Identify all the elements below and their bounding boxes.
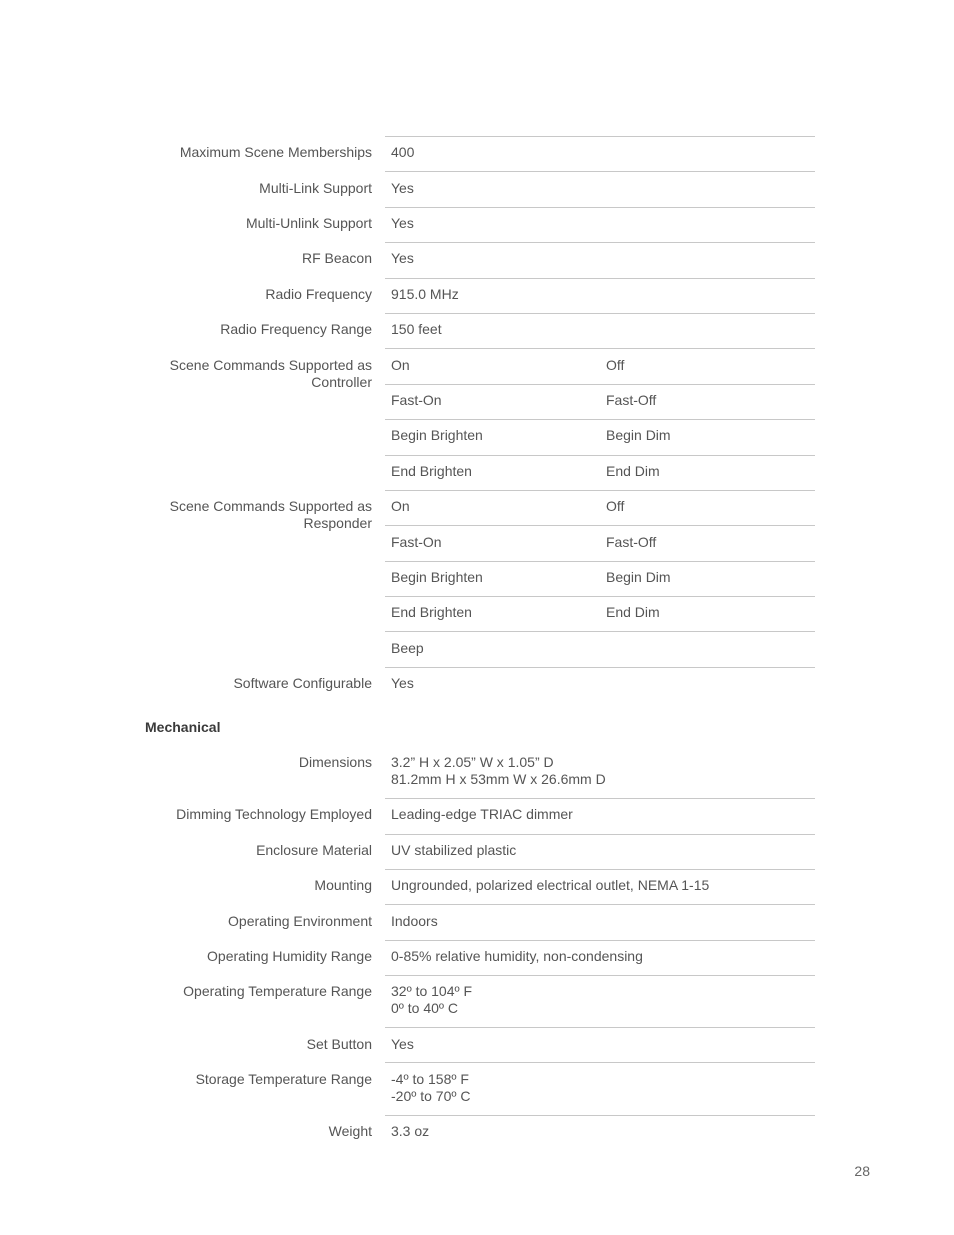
spec-value: 150 feet <box>391 321 442 337</box>
row-divider <box>385 490 815 491</box>
spec-value: 3.2” H x 2.05” W x 1.05” D 81.2mm H x 53mm W x 26.6mm D <box>391 754 606 787</box>
spec-label: Operating Temperature Range <box>183 983 372 999</box>
spec-value-secondary: Begin Dim <box>606 569 671 585</box>
spec-label: Enclosure Material <box>256 842 372 858</box>
spec-value-secondary: End Dim <box>606 604 660 620</box>
row-divider <box>385 525 815 526</box>
spec-value: End Brighten <box>391 604 472 620</box>
spec-label: Dimensions <box>298 754 372 770</box>
spec-value: End Brighten <box>391 463 472 479</box>
spec-value: 32º to 104º F 0º to 40º C <box>391 983 473 1016</box>
page-number: 28 <box>854 1163 870 1179</box>
spec-value: Begin Brighten <box>391 427 483 443</box>
spec-value-secondary: Off <box>606 498 625 514</box>
row-divider <box>385 455 815 456</box>
spec-value: Yes <box>391 180 414 196</box>
row-divider <box>385 667 815 668</box>
spec-value: Begin Brighten <box>391 569 483 585</box>
spec-value: 0-85% relative humidity, non-condensing <box>391 948 643 964</box>
spec-label: Radio Frequency Range <box>220 321 372 337</box>
spec-value-secondary: End Dim <box>606 463 660 479</box>
row-divider <box>385 384 815 385</box>
row-divider <box>385 596 815 597</box>
row-divider <box>385 136 815 137</box>
row-divider <box>385 1115 815 1116</box>
row-divider <box>385 975 815 976</box>
row-divider <box>385 631 815 632</box>
spec-label: Multi-Link Support <box>259 180 372 196</box>
spec-label: RF Beacon <box>301 250 372 266</box>
spec-label: Mounting <box>314 877 372 893</box>
spec-value: Yes <box>391 215 414 231</box>
spec-value: Yes <box>391 675 414 691</box>
row-divider <box>385 278 815 279</box>
spec-label: Scene Commands Supported as Responder <box>169 498 372 531</box>
spec-label: Maximum Scene Memberships <box>179 144 372 160</box>
spec-value: Indoors <box>391 913 438 929</box>
spec-label: Multi-Unlink Support <box>245 215 372 231</box>
row-divider <box>385 834 815 835</box>
spec-label: Set Button <box>306 1036 372 1052</box>
spec-label: Storage Temperature Range <box>195 1071 372 1087</box>
spec-label: Dimming Technology Employed <box>176 806 372 822</box>
spec-value: UV stabilized plastic <box>391 842 517 858</box>
row-divider <box>385 348 815 349</box>
spec-value: 915.0 MHz <box>391 286 459 302</box>
row-divider <box>385 904 815 905</box>
spec-value: Fast-On <box>391 392 442 408</box>
row-divider <box>385 1027 815 1028</box>
spec-value: Beep <box>391 640 424 656</box>
spec-value: -4º to 158º F -20º to 70º C <box>391 1071 471 1104</box>
spec-value: Ungrounded, polarized electrical outlet, NEMA 1-15 <box>391 877 710 893</box>
spec-value: Yes <box>391 250 414 266</box>
row-divider <box>385 561 815 562</box>
spec-value-secondary: Fast-Off <box>606 534 657 550</box>
row-divider <box>385 798 815 799</box>
spec-value-secondary: Fast-Off <box>606 392 657 408</box>
spec-value: Yes <box>391 1036 414 1052</box>
spec-value: Fast-On <box>391 534 442 550</box>
spec-label: Weight <box>328 1123 372 1139</box>
spec-label: Software Configurable <box>233 675 372 691</box>
spec-value: 3.3 oz <box>391 1123 430 1139</box>
spec-value: On <box>391 357 410 373</box>
spec-label: Radio Frequency <box>265 286 372 302</box>
row-divider <box>385 242 815 243</box>
row-divider <box>385 1062 815 1063</box>
spec-value: Leading-edge TRIAC dimmer <box>391 806 573 822</box>
spec-label: Scene Commands Supported as Controller <box>169 357 372 390</box>
row-divider <box>385 419 815 420</box>
section-heading-mechanical: Mechanical <box>145 719 221 735</box>
row-divider <box>385 869 815 870</box>
row-divider <box>385 940 815 941</box>
spec-value: On <box>391 498 410 514</box>
spec-value-secondary: Begin Dim <box>606 427 671 443</box>
row-divider <box>385 207 815 208</box>
row-divider <box>385 313 815 314</box>
spec-label: Operating Humidity Range <box>207 948 372 964</box>
spec-label: Operating Environment <box>228 913 372 929</box>
spec-value: 400 <box>391 144 415 160</box>
row-divider <box>385 171 815 172</box>
spec-value-secondary: Off <box>606 357 625 373</box>
